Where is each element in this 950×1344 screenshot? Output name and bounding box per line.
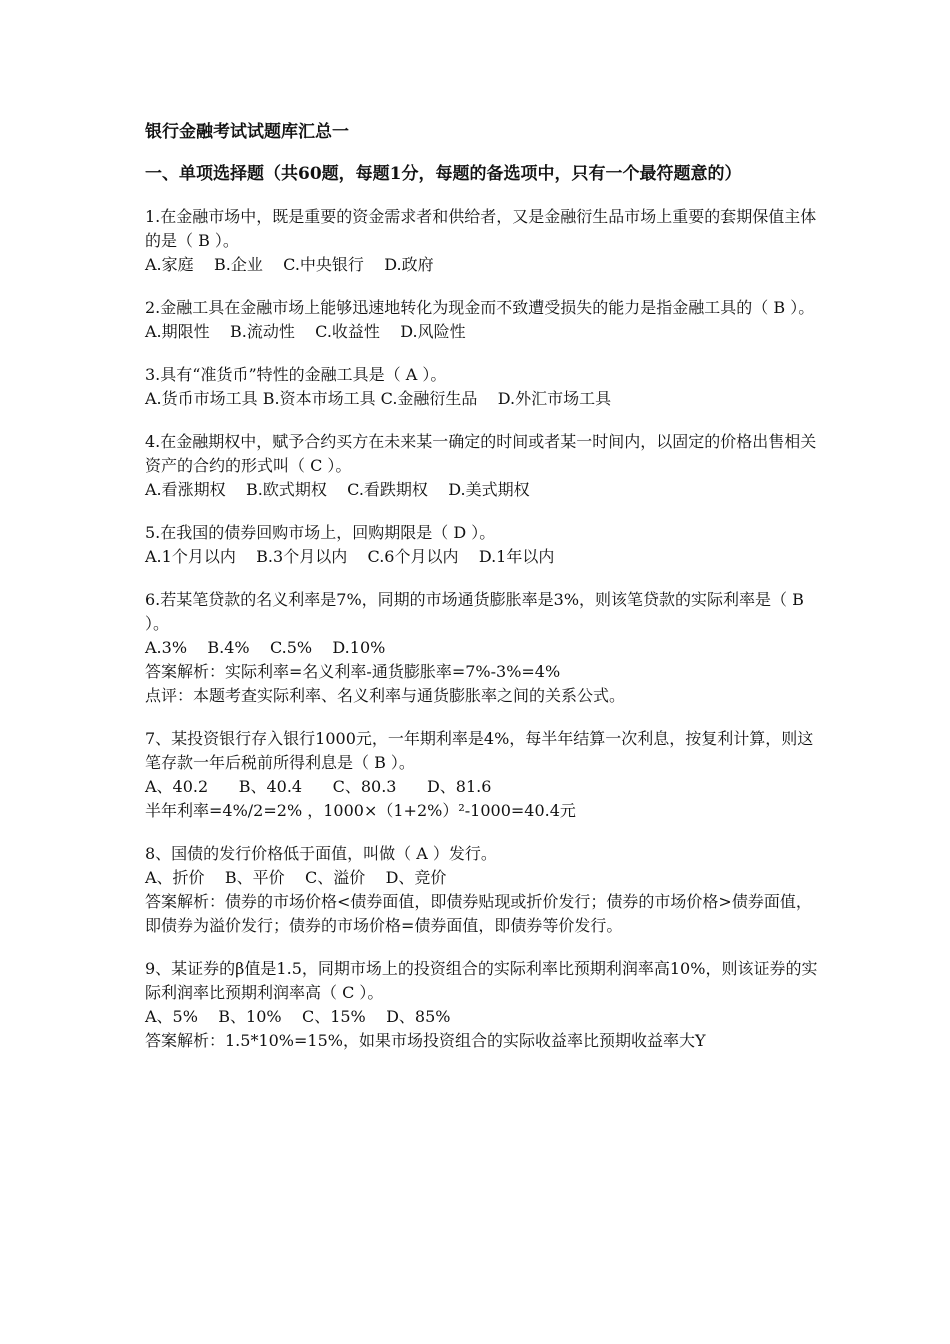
answer-comment: 点评：本题考查实际利率、名义利率与通货膨胀率之间的关系公式。 (145, 686, 626, 705)
question-options: A、折价 B、平价 C、溢价 D、竞价 (145, 868, 447, 887)
question-6 (145, 588, 825, 708)
question-4 (145, 430, 825, 502)
question-stem: 1.在金融市场中，既是重要的资金需求者和供给者，又是金融衍生品市场上重要的套期保值主体的是（ B ）。 (145, 207, 817, 250)
question-options: A、40.2 B、40.4 C、80.3 D、81.6 (145, 777, 492, 796)
document-content (145, 118, 825, 1072)
question-stem: 2.金融工具在金融市场上能够迅速地转化为现金而不致遭受损失的能力是指金融工具的（ B ）。 (145, 298, 815, 317)
question-stem: 8、国债的发行价格低于面值，叫做（ A ）发行。 (145, 844, 497, 863)
answer-explanation: 答案解析：实际利率=名义利率-通货膨胀率=7%-3%=4% (145, 662, 561, 681)
question-options: A.1个月以内 B.3个月以内 C.6个月以内 D.1年以内 (145, 547, 555, 566)
question-stem: 3.具有“准货币”特性的金融工具是（ A ）。 (145, 365, 447, 384)
question-options: A.家庭 B.企业 C.中央银行 D.政府 (145, 255, 434, 274)
question-9 (145, 957, 825, 1053)
question-stem: 7、某投资银行存入银行1000元，一年期利率是4%，每半年结算一次利息，按复利计算，则这笔存款一年后税前所得利息是（ B ）。 (145, 729, 814, 772)
question-options: A、5% B、10% C、15% D、85% (145, 1007, 451, 1026)
question-2 (145, 296, 825, 344)
question-stem: 4.在金融期权中，赋予合约买方在未来某一确定的时间或者某一时间内，以固定的价格出售相关资产的合约的形式叫（ C ）。 (145, 432, 817, 475)
document-title: 银行金融考试试题库汇总一 (145, 122, 349, 142)
question-8 (145, 842, 825, 938)
question-5 (145, 521, 825, 569)
question-3 (145, 363, 825, 411)
question-stem: 9、某证券的β值是1.5，同期市场上的投资组合的实际利率比预期利润率高10%，则该证券的实际利润率比预期利润率高（ C ）。 (145, 959, 818, 1002)
question-stem: 6.若某笔贷款的名义利率是7%，同期的市场通货膨胀率是3%，则该笔贷款的实际利率是（ B ）。 (145, 590, 804, 633)
question-options: A.货币市场工具 B.资本市场工具 C.金融衍生品 D.外汇市场工具 (145, 389, 612, 408)
answer-explanation: 答案解析：债券的市场价格<债券面值，即债券贴现或折价发行；债券的市场价格>债券面值，即债券为溢价发行；债券的市场价格=债券面值，即债券等价发行。 (145, 892, 812, 935)
question-options: A.期限性 B.流动性 C.收益性 D.风险性 (145, 322, 466, 341)
question-1 (145, 205, 825, 277)
question-7 (145, 727, 825, 823)
answer-explanation: 答案解析：1.5*10%=15%，如果市场投资组合的实际收益率比预期收益率大Y (145, 1031, 706, 1050)
section-heading: 一、单项选择题（共60题，每题1分，每题的备选项中，只有一个最符题意的） (145, 164, 742, 184)
question-options: A.看涨期权 B.欧式期权 C.看跌期权 D.美式期权 (145, 480, 530, 499)
answer-calculation: 半年利率=4%/2=2% ，1000×（1+2%）²-1000=40.4元 (145, 801, 576, 820)
question-stem: 5.在我国的债券回购市场上，回购期限是（ D ）。 (145, 523, 496, 542)
question-options: A.3% B.4% C.5% D.10% (145, 638, 386, 657)
